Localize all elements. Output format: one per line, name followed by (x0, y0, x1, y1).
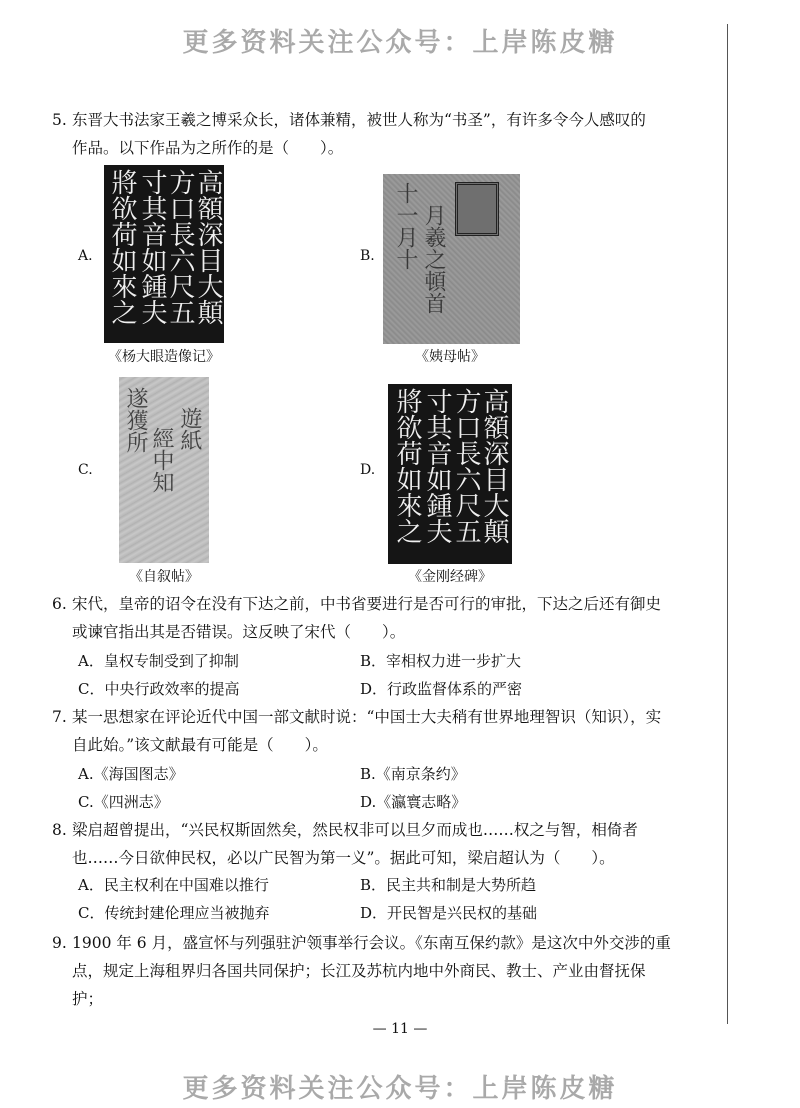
callig-column: 將欲荷如來之 (392, 388, 422, 544)
callig-column: 遊紙 (177, 407, 202, 451)
option-b: B.《南京条约》 (360, 765, 466, 783)
option-d-label: D. (360, 462, 376, 478)
option-b-label: B. (360, 248, 375, 264)
question-6 (52, 590, 672, 646)
callig-column: 方口長六尺五 (165, 169, 195, 325)
watermark-bottom: 更多资料关注公众号：上岸陈皮糖 (182, 1074, 618, 1104)
callig-column: 高額深目大顛 (193, 169, 223, 325)
question-text: 某一思想家在评论近代中国一部文献时说：“中国士大夫稍有世界地理智识（知识），实 (72, 708, 662, 726)
callig-column: 經中知 (149, 427, 174, 493)
option-c-label: C. (78, 462, 93, 478)
callig-column: 將欲荷如來之 (107, 169, 137, 325)
option-c: C.《四洲志》 (78, 793, 169, 811)
option-b: B．民主共和制是大势所趋 (360, 876, 537, 894)
calligraphy-image-b (383, 174, 520, 344)
option-c: C．中央行政效率的提高 (78, 680, 240, 698)
question-8 (52, 816, 672, 872)
question-text-cont: 或谏官指出其是否错误。这反映了宋代（ ）。 (72, 623, 406, 641)
option-a: A.《海国图志》 (78, 765, 184, 783)
caption-d: 《金刚经碑》 (408, 569, 492, 585)
callig-column: 方口長六尺五 (451, 388, 481, 544)
question-7 (52, 703, 672, 759)
option-d: D．开民智是兴民权的基础 (360, 904, 538, 922)
calligraphy-image-a (104, 165, 224, 343)
question-text: 1900 年 6 月，盛宣怀与列强驻沪领事举行会议。《东南互保约款》是这次中外交涉的重 (72, 934, 671, 952)
question-text: 东晋大书法家王羲之博采众长，诸体兼精，被世人称为“书圣”，有许多令今人感叹的 (72, 111, 646, 129)
option-d: D．行政监督体系的严密 (360, 680, 523, 698)
caption-c: 《自叙帖》 (129, 569, 199, 585)
caption-b: 《姨母帖》 (415, 349, 485, 365)
option-d: D.《瀛寰志略》 (360, 793, 467, 811)
seal-stamp (455, 182, 499, 236)
callig-column: 寸其音如鍾夫 (137, 169, 167, 325)
option-a: A．皇权专制受到了抑制 (78, 652, 239, 670)
watermark-top: 更多资料关注公众号：上岸陈皮糖 (182, 28, 618, 58)
callig-column: 高額深目大顛 (479, 388, 509, 544)
question-text-cont: 也……今日欲伸民权，必以广民智为第一义”。据此可知，梁启超认为（ ）。 (72, 849, 615, 867)
question-text-cont: 点，规定上海租界归各国共同保护；长江及苏杭内地中外商民、教士、产业由督抚保护； (72, 962, 646, 1008)
question-9 (52, 929, 672, 1013)
question-text-cont: 作品。以下作品为之所作的是（ ）。 (72, 139, 344, 157)
callig-column: 遂獲所 (123, 387, 148, 453)
page-number: — 11 — (372, 1021, 428, 1037)
calligraphy-image-d (388, 384, 512, 564)
scan-edge-line (727, 24, 728, 1024)
question-number: 5. (52, 111, 67, 129)
question-number: 7. (52, 708, 67, 726)
calligraphy-image-c (119, 377, 209, 563)
option-c: C．传统封建伦理应当被抛弃 (78, 904, 270, 922)
option-b: B．宰相权力进一步扩大 (360, 652, 522, 670)
option-a-label: A. (78, 248, 93, 264)
callig-column: 十一月十 (393, 182, 418, 270)
caption-a: 《杨大眼造像记》 (108, 349, 220, 365)
question-number: 8. (52, 821, 67, 839)
question-5 (52, 106, 672, 162)
question-number: 9. (52, 934, 67, 952)
question-number: 6. (52, 595, 67, 613)
callig-column: 月羲之頓首 (421, 204, 446, 314)
question-text: 宋代，皇帝的诏令在没有下达之前，中书省要进行是否可行的审批，下达之后还有御史 (72, 595, 662, 613)
question-text-cont: 自此始。”该文献最有可能是（ ）。 (72, 736, 328, 754)
option-a: A．民主权利在中国难以推行 (78, 876, 269, 894)
question-text: 梁启超曾提出，“兴民权斯固然矣，然民权非可以旦夕而成也……权之与智，相倚者 (72, 821, 638, 839)
callig-column: 寸其音如鍾夫 (422, 388, 452, 544)
